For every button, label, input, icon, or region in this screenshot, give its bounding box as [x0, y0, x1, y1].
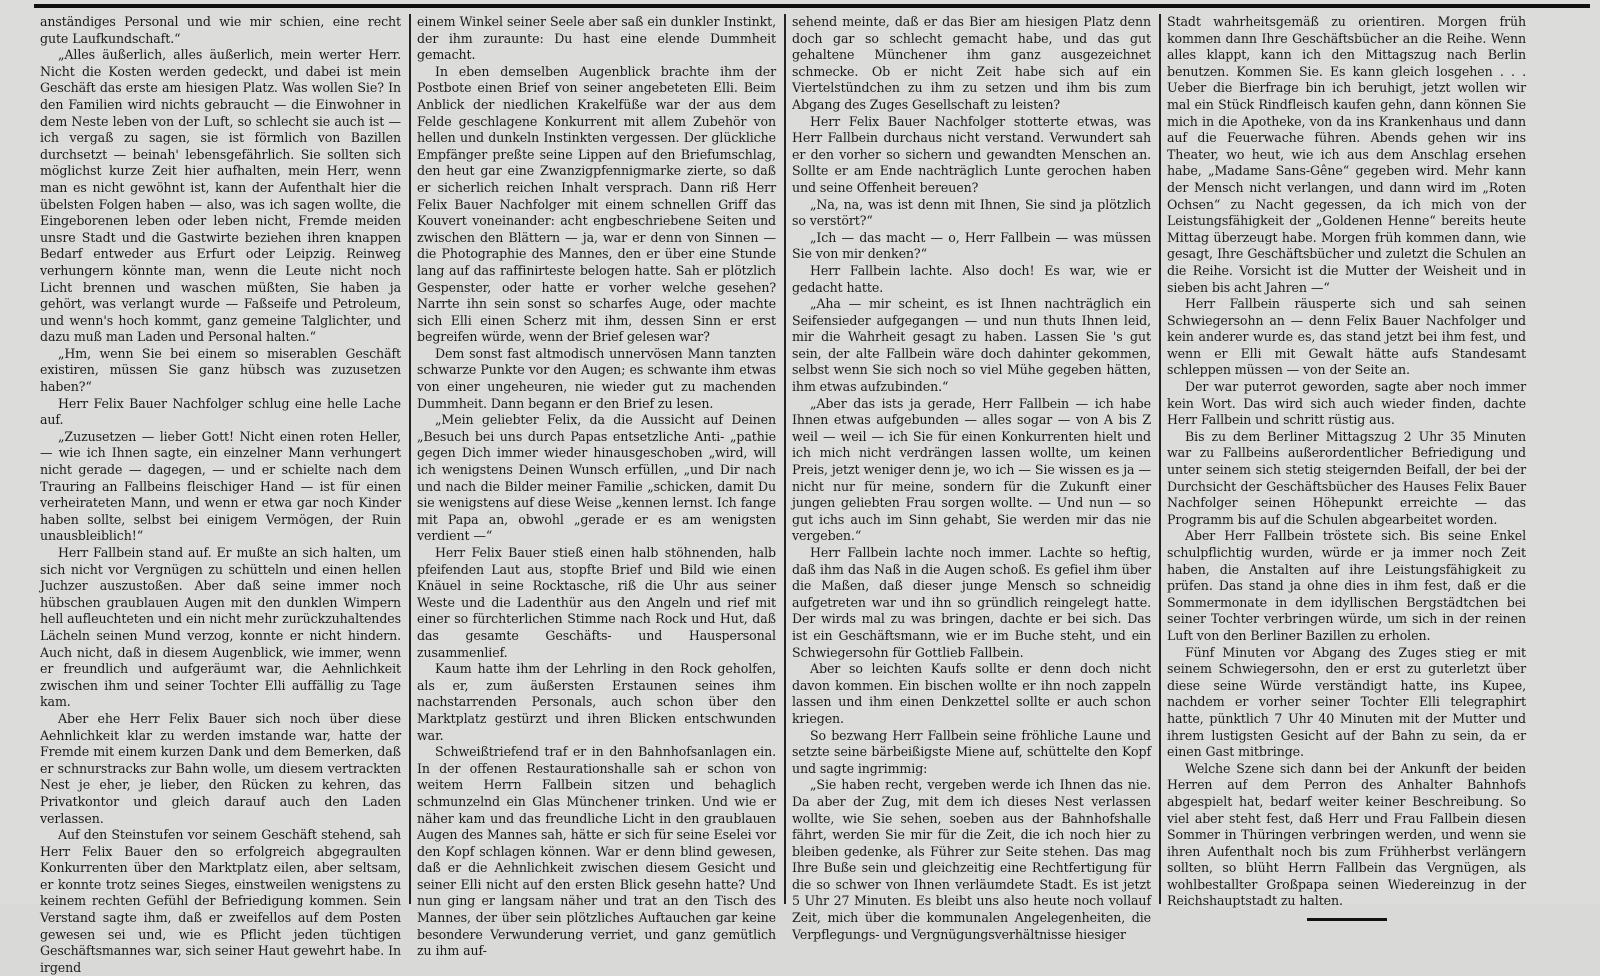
paragraph: sehend meinte, daß er das Bier am hiesigen Platz denn doch gar so schlecht gemacht habe, und das gut gehaltene Münchener ihm ganz ausgezeichnet schmecke. Ob er nicht Zeit habe sich auf ein Viertelstündchen zu ihm zu setzen und ihm bis zum Abgang des Zuges Gesellschaft zu leisten?	[792, 14, 1151, 112]
quoted-letter: „Mein geliebter Felix, da die Aussicht auf Deinen „Besuch bei uns durch Papas entsetzliche Anti- „pathie gegen Dich immer wieder hinausgeschoben „wird, will ich wenigstens Deinen Wunsch erfüllen, „und Dir nach und nach die Bilder meiner Familie „schicken, damit Du sie wenigstens auf diese Weise „kennen lernst. Ich fange mit Papa an, obwohl „gerade er es am wenigsten verdient —“	[417, 412, 776, 544]
paragraph: Aber Herr Fallbein tröstete sich. Bis seine Enkel schulpflichtig wurden, würde er ja immer noch Zeit haben, die Anstalten auf ihre Leistungsfähigkeit zu prüfen. Das stand ja ohne dies in ihm fest, daß er die Sommermonate in dem idyllischen Bergstädtchen bei seiner Tochter verbringen würde, um sich in der reinen Luft von den Berliner Bazillen zu erholen.	[1167, 528, 1526, 643]
paragraph: Herr Felix Bauer Nachfolger schlug eine helle Lache auf.	[40, 395, 401, 428]
paragraph: anständiges Personal und wie mir schien, eine recht gute Laufkundschaft.“	[40, 14, 401, 46]
paragraph: „Ich — das macht — o, Herr Fallbein — was müssen Sie von mir denken?“	[792, 229, 1151, 262]
paragraph: Herr Fallbein lachte. Also doch! Es war, wie er gedacht hatte.	[792, 262, 1151, 295]
paragraph: Auf den Steinstufen vor seinem Geschäft stehend, sah Herr Felix Bauer den so erfolgreich abgegraulten Konkurrenten über den Marktplatz eilen, aber seltsam, er konnte trotz seines Sieges, einstweilen wenigstens zu keinem rechten Gefühl der Befriedigung kommen. Sein Verstand sagte ihm, daß er zweifellos auf dem Posten gewesen sei und, wie es Pflicht jeden tüchtigen Geschäftsmannes war, sich seiner Haut gewehrt habe. In irgend	[40, 827, 401, 975]
paragraph: Aber so leichten Kaufs sollte er denn doch nicht davon kommen. Ein bischen wollte er ihn noch zappeln lassen und ihm einen Denkzettel sollte er auch schon kriegen.	[792, 661, 1151, 726]
paragraph: Herr Fallbein lachte noch immer. Lachte so heftig, daß ihm das Naß in die Augen schoß. Es gefiel ihm über die Maßen, daß dieser junge Mensch so schneidig aufgetreten war und ihn so gründlich reingelegt hatte. Der wirds mal zu was bringen, dachte er bei sich. Das ist ein Geschäftsmann, wie er im Buche steht, und ein Schwiegersohn für Gottlieb Fallbein.	[792, 545, 1151, 660]
paragraph: Dem sonst fast altmodisch unnervösen Mann tanzten schwarze Punkte vor den Augen; es schwante ihm etwas von einer ungeheuren, nie wieder gut zu machenden Dummheit. Dann begann er den Brief zu lesen.	[417, 345, 776, 411]
column-3	[784, 14, 1159, 942]
paragraph: „Na, na, was ist denn mit Ihnen, Sie sind ja plötzlich so verstört?“	[792, 196, 1151, 229]
paragraph: Stadt wahrheitsgemäß zu orientiren. Morgen früh kommen dann Ihre Geschäftsbücher an die Reihe. Wenn alles klappt, kann ich den Mittagszug nach Berlin benutzen. Kommen Sie. Es kann gleich losgehen . . . Ueber die Bierfrage bin ich beruhigt, jetzt wollen wir mal ein Stück Rindfleisch kaufen gehn, dann können Sie mich in die Apotheke, von da ins Krankenhaus und dann auf die Feuerwache führen. Abends gehen wir ins Theater, wo heut, wie ich aus dem Anschlag ersehen habe, „Madame Sans-Gêne“ gegeben wird. Mehr kann der Mensch nicht verlangen, und dann wird im „Roten Ochsen“ zu Nacht gegessen, da ich mich von der Leistungsfähigkeit der „Goldenen Henne“ bereits heute Mittag überzeugt habe. Morgen früh kommen dann, wie gesagt, Ihre Geschäftsbücher und zuletzt die Schulen an die Reihe. Vorsicht ist die Mutter der Weisheit und in sieben bis acht Jahren —“	[1167, 14, 1526, 295]
paragraph: In eben demselben Augenblick brachte ihm der Postbote einen Brief von seiner angebeteten Elli. Beim Anblick der niedlichen Krakelfüße war der aus dem Felde geschlagene Konkurrent mit allem Zubehör von hellen und dunkeln Instinkten vergessen. Der glückliche Empfänger preßte seine Lippen auf den Briefumschlag, den heut gar eine Zwanzigpfennigmarke zierte, so daß er sicherlich reichen Inhalt versprach. Dann riß Herr Felix Bauer Nachfolger mit einem schnellen Griff das Kouvert voneinander: acht engbeschriebene Seiten und zwischen den Blättern — ja, war er denn von Sinnen — die Photographie des Mannes, den er über eine Stunde lang auf das raffinirteste belogen hatte. Sah er plötzlich Gespenster, oder hatte er vorher welche gesehen? Narrte ihn sein sonst so scharfes Auge, oder machte sich Elli einen Scherz mit ihm, dessen Sinn er erst begreifen würde, wenn der Brief gelesen war?	[417, 63, 776, 345]
top-rule	[34, 4, 1590, 8]
paragraph: Herr Fallbein räusperte sich und sah seinen Schwiegersohn an — denn Felix Bauer Nachfolger und kein anderer wurde es, das stand jetzt bei ihm fest, und wenn er Elli mit Gewalt hätte aufs Standesamt schleppen müssen — von der Seite an.	[1167, 296, 1526, 378]
column-1	[34, 14, 409, 975]
paragraph: Der war puterrot geworden, sagte aber noch immer kein Wort. Das wird sich auch wieder finden, dachte Herr Fallbein und schritt rüstig aus.	[1167, 379, 1526, 428]
paragraph: „Aha — mir scheint, es ist Ihnen nachträglich ein Seifensieder aufgegangen — und nun thuts Ihnen leid, mir die Wahrheit gesagt zu haben. Lassen Sie 's gut sein, der alte Fallbein wäre doch dahinter gekommen, selbst wenn Sie sich noch so viel Mühe gegeben hätten, ihm etwas aufzubinden.“	[792, 296, 1151, 395]
paragraph: Kaum hatte ihm der Lehrling in den Rock geholfen, als er, zum äußersten Erstaunen seines ihm nachstarrenden Personals, auch schon über den Marktplatz gestürzt und ihren Blicken entschwunden war.	[417, 661, 776, 743]
end-rule	[1307, 918, 1387, 921]
paragraph: Bis zu dem Berliner Mittagszug 2 Uhr 35 Minuten war zu Fallbeins außerordentlicher Befriedigung und unter seinem sich stetig steigernden Beifall, der bei der Durchsicht der Geschäftsbücher des Hauses Felix Bauer Nachfolger seinen Höhepunkt erreichte — das Programm bis auf die Schulen abgearbeitet worden.	[1167, 428, 1526, 527]
paragraph: Herr Fallbein stand auf. Er mußte an sich halten, um sich nicht vor Vergnügen zu schütteln und einen hellen Juchzer auszustoßen. Aber daß seine immer noch hübschen graublauen Augen mit den dunklen Wimpern hell aufleuchteten und ein nicht mehr zurückzuhaltendes Lächeln seinen Mund verzog, konnte er nicht hindern. Auch nicht, daß in diesem Augenblick, wie immer, wenn er freundlich und aufgeräumt war, die Aehnlichkeit zwischen ihm und seiner Tochter Elli auffällig zu Tage kam.	[40, 545, 401, 710]
paragraph: So bezwang Herr Fallbein seine fröhliche Laune und setzte seine bärbeißigste Miene auf, schüttelte den Kopf und sagte ingrimmig:	[792, 727, 1151, 776]
paragraph: „Aber das ists ja gerade, Herr Fallbein — ich habe Ihnen etwas aufgebunden — alles sogar — von A bis Z weil — weil — ich Sie für einen Konkurrenten hielt und ich mich nicht verdrängen lassen wollte, um keinen Preis, jetzt weniger denn je, wo ich — Sie wissen es ja — nicht nur für meine, sondern für die Zukunft einer jungen geliebten Frau sorgen wollte. — Und nun — so gut ichs auch im Sinn gehabt, Sie werden mir das nie vergeben.“	[792, 395, 1151, 544]
paragraph: „Zuzusetzen — lieber Gott! Nicht einen roten Heller, — wie ich Ihnen sagte, ein einzelner Mann verhungert nicht gerade — dagegen, — und er schielte nach dem Trauring an Fallbeins fleischiger Hand — ist für einen verheirateten Mann, und wenn er etwa gar noch Kinder haben sollte, selbst bei einigem Vermögen, der Ruin unausbleiblich!“	[40, 428, 401, 544]
text-columns	[34, 14, 1590, 975]
paragraph: Welche Szene sich dann bei der Ankunft der beiden Herren auf dem Perron des Anhalter Bahnhofs abgespielt hat, bedarf weiter keiner Beschreibung. So viel aber steht fest, daß Herr und Frau Fallbein diesen Sommer in Thüringen verbringen werden, und wenn sie ihren Aufenthalt noch bis zum Frühherbst verlängern sollten, so blüht Herrn Fallbein das Vergnügen, als wohlbestallter Großpapa seinen Wiedereinzug in der Reichshauptstadt zu halten.	[1167, 760, 1526, 909]
paragraph: „Alles äußerlich, alles äußerlich, mein werter Herr. Nicht die Kosten werden gedeckt, und dabei ist mein Geschäft das erste am hiesigen Platz. Was wollen Sie? In den Familien wird nichts gebraucht — die Einwohner in dem Neste leben von der Luft, so schlecht sie auch ist — ich vergaß zu sagen, sie ist förmlich von Bazillen durchsetzt — beinah' lebensgefährlich. Sie sollten sich möglichst kurze Zeit hier aufhalten, mein Herr, wenn man es nicht gewöhnt ist, kann der Aufenthalt hier die übelsten Folgen haben — also, was ich sagen wollte, die Eingeborenen leben oder leben nicht, Fremde meiden unsre Stadt und die Gastwirte beziehen ihren knappen Bedarf entweder aus Erfurt oder Leipzig. Reinweg verhungern könnte man, wenn die Leute nicht noch Licht brennen und waschen müßten, Sie haben ja gehört, was verlangt wurde — Faßseife und Petroleum, und wenn's hoch kommt, ganz gemeine Talglichter, und dazu muß man Laden und Personal halten.“	[40, 47, 401, 345]
paragraph: Schweißtriefend traf er in den Bahnhofsanlagen ein. In der offenen Restaurationshalle sah er schon von weitem Herrn Fallbein sitzen und behaglich schmunzelnd ein Glas Münchener trinken. Und wie er näher kam und das freundliche Licht in den graublauen Augen des Mannes sah, hätte er sich für seine Eselei vor den Kopf schlagen können. War er denn blind gewesen, daß er die Aehnlichkeit zwischen diesem Gesicht und seiner Elli nicht auf den ersten Blick gesehn hatte? Und nun ging er langsam näher und trat an den Tisch des Mannes, der über sein plötzliches Auftauchen gar keine besondere Verwunderung verriet, und ganz gemütlich zu ihm auf-	[417, 744, 776, 959]
paragraph: Aber ehe Herr Felix Bauer sich noch über diese Aehnlichkeit klar zu werden imstande war, hatte der Fremde mit einem kurzen Dank und dem Bemerken, daß er schnurstracks zur Bahn wolle, um diesem vertrackten Nest je eher, je lieber, den Rücken zu kehren, das Privatkontor und gleich darauf auch den Laden verlassen.	[40, 710, 401, 826]
column-4	[1159, 14, 1534, 909]
column-2	[409, 14, 784, 959]
paragraph: Fünf Minuten vor Abgang des Zuges stieg er mit seinem Schwiegersohn, den er erst zu guterletzt über diese seine Würde verständigt hatte, ins Kupee, nachdem er vorher seiner Tochter Elli telegraphirt hatte, pünktlich 7 Uhr 40 Minuten mit der Mutter und ihrem lustigsten Gesicht auf der Bahn zu sein, da er einen Gast mitbringe.	[1167, 644, 1526, 760]
paragraph: „Hm, wenn Sie bei einem so miserablen Geschäft existiren, müssen Sie ganz hübsch was zuzusetzen haben?“	[40, 345, 401, 395]
paragraph: Herr Felix Bauer Nachfolger stotterte etwas, was Herr Fallbein durchaus nicht verstand. Verwundert sah er den vorher so sichern und gewandten Menschen an. Sollte er am Ende nachträglich Lunte gerochen haben und seine Offenheit bereuen?	[792, 113, 1151, 195]
paragraph: Herr Felix Bauer stieß einen halb stöhnenden, halb pfeifenden Laut aus, stopfte Brief und Bild wie einen Knäuel in seine Rocktasche, riß die Uhr aus seiner Weste und die Ladenthür aus den Angeln und rief mit einer so fürchterlichen Stimme nach Rock und Hut, daß das gesamte Geschäfts- und Hauspersonal zusammenlief.	[417, 545, 776, 660]
paragraph: einem Winkel seiner Seele aber saß ein dunkler Instinkt, der ihm zuraunte: Du hast eine elende Dummheit gemacht.	[417, 14, 776, 63]
paragraph: „Sie haben recht, vergeben werde ich Ihnen das nie. Da aber der Zug, mit dem ich dieses Nest verlassen wollte, wie Sie sehen, soeben aus der Bahnhofshalle fährt, werden Sie mir für die Zeit, die ich noch hier zu bleiben gedenke, als Führer zur Seite stehen. Das mag Ihre Buße sein und gleichzeitig eine Rechtfertigung für die so schwer von Ihnen verläumdete Stadt. Es ist jetzt 5 Uhr 27 Minuten. Es bleibt uns also heute noch vollauf Zeit, mich über die kommunalen Angelegenheiten, die Verpflegungs- und Vergnügungsverhältnisse hiesiger	[792, 777, 1151, 942]
